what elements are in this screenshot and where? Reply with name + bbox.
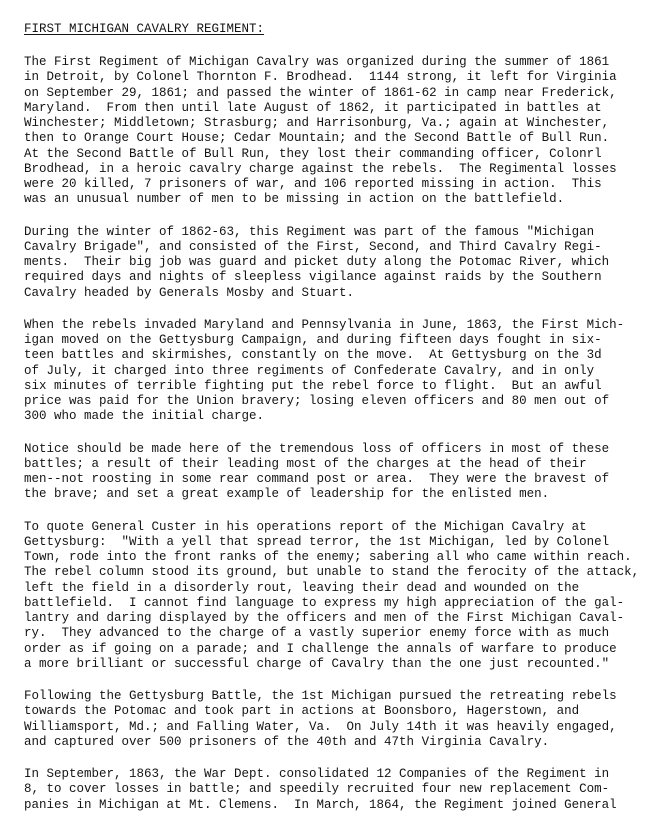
text-line: At the Second Battle of Bull Run, they lost their commanding officer, Colonrl	[24, 146, 602, 161]
text-line: ments. Their big job was guard and picket duty along the Potomac River, which	[24, 255, 610, 269]
text-line: and captured over 500 prisoners of the 40th and 47th Virginia Cavalry.	[24, 734, 550, 749]
text-line: The First Regiment of Michigan Cavalry was organized during the summer of 1861	[24, 55, 610, 69]
text-line: on September 29, 1861; and passed the winter of 1861-62 in camp near Frederick,	[24, 85, 617, 100]
text-line: towards the Potomac and took part in actions at Boonsboro, Hagerstown, and	[24, 704, 580, 719]
text-line: Gettysburg: "With a yell that spread terror, the 1st Michigan, led by Colonel	[24, 534, 610, 549]
text-line: were 20 killed, 7 prisoners of war, and 106 reported missing in action. This	[24, 177, 602, 191]
text-line: Maryland. From then until late August of 1862, it participated in battles at	[24, 100, 602, 115]
text-line: men--not roosting in some rear command post or area. They were the bravest of	[24, 472, 610, 486]
text-line: The rebel column stood its ground, but unable to stand the ferocity of the attack,	[24, 565, 640, 580]
text-line: battlefield. I cannot find language to express my high appreciation of the gal-	[24, 595, 625, 610]
text-line: then to Orange Court House; Cedar Mountain; and the Second Battle of Bull Run.	[24, 131, 610, 146]
text-line: Town, rode into the front ranks of the enemy; sabering all who came within reach.	[24, 550, 632, 564]
text-line: panies in Michigan at Mt. Clemens. In March, 1864, the Regiment joined General	[24, 797, 617, 812]
paragraph	[24, 225, 644, 301]
text-line: battles; a result of their leading most of the charges at the head of their	[24, 456, 587, 471]
text-line: When the rebels invaded Maryland and Pennsylvania in June, 1863, the First Mich-	[24, 317, 625, 332]
text-line: a more brilliant or successful charge of Cavalry than the one just recounted."	[24, 656, 610, 671]
text-line: in Detroit, by Colonel Thornton F. Brodhead. 1144 strong, it left for Virginia	[24, 70, 617, 85]
text-line: of July, it charged into three regiments of Confederate Cavalry, and in only	[24, 363, 595, 378]
text-line: Cavalry Brigade", and consisted of the First, Second, and Third Cavalry Regi-	[24, 239, 602, 254]
text-line: Williamsport, Md.; and Falling Water, Va. On July 14th it was heavily engaged,	[24, 719, 617, 734]
text-line: the brave; and set a great example of leadership for the enlisted men.	[24, 487, 550, 502]
text-line: order as if going on a parade; and I challenge the annals of warfare to produce	[24, 641, 617, 656]
document-page	[24, 21, 644, 830]
text-line: To quote General Custer in his operations report of the Michigan Cavalry at	[24, 519, 587, 534]
text-line: Notice should be made here of the tremendous loss of officers in most of these	[24, 441, 610, 456]
text-line: In September, 1863, the War Dept. consolidated 12 Companies of the Regiment in	[24, 767, 610, 781]
text-line: Cavalry headed by Generals Mosby and Stuart.	[24, 285, 355, 300]
text-line: price was paid for the Union bravery; losing eleven officers and 80 men out of	[24, 394, 610, 408]
paragraph	[24, 767, 644, 813]
text-line: six minutes of terrible fighting put the rebel force to flight. But an awful	[24, 378, 602, 393]
paragraph	[24, 55, 644, 208]
paragraph	[24, 689, 644, 750]
text-line: Brodhead, in a heroic cavalry charge against the rebels. The Regimental losses	[24, 161, 617, 176]
text-line: ry. They advanced to the charge of a vastly superior enemy force with as much	[24, 626, 610, 641]
text-line: Winchester; Middletown; Strasburg; and Harrisonburg, Va.; again at Winchester,	[24, 116, 610, 130]
paragraph	[24, 520, 644, 673]
text-line: 8, to cover losses in battle; and speedily recruited four new replacement Com-	[24, 782, 610, 797]
text-line: teen battles and skirmishes, constantly on the move. At Gettysburg on the 3d	[24, 348, 602, 363]
paragraph	[24, 318, 644, 425]
text-line: was an unusual number of men to be missing in action on the battlefield.	[24, 192, 565, 207]
document-title	[24, 21, 644, 38]
text-line: required days and nights of sleepless vigilance against raids by the Southern	[24, 270, 602, 285]
text-line: 300 who made the initial charge.	[24, 409, 265, 424]
text-line: During the winter of 1862-63, this Regiment was part of the famous "Michigan	[24, 224, 595, 239]
text-line: Following the Gettysburg Battle, the 1st Michigan pursued the retreating rebels	[24, 689, 617, 703]
text-line: left the field in a disorderly rout, leaving their dead and wounded on the	[24, 580, 580, 595]
text-line: lantry and daring displayed by the officers and men of the First Michigan Caval-	[24, 611, 625, 625]
document-title-text: FIRST MICHIGAN CAVALRY REGIMENT:	[24, 22, 265, 36]
text-line: igan moved on the Gettysburg Campaign, and during fifteen days fought in six-	[24, 333, 602, 347]
document-body	[24, 55, 644, 813]
paragraph	[24, 442, 644, 503]
